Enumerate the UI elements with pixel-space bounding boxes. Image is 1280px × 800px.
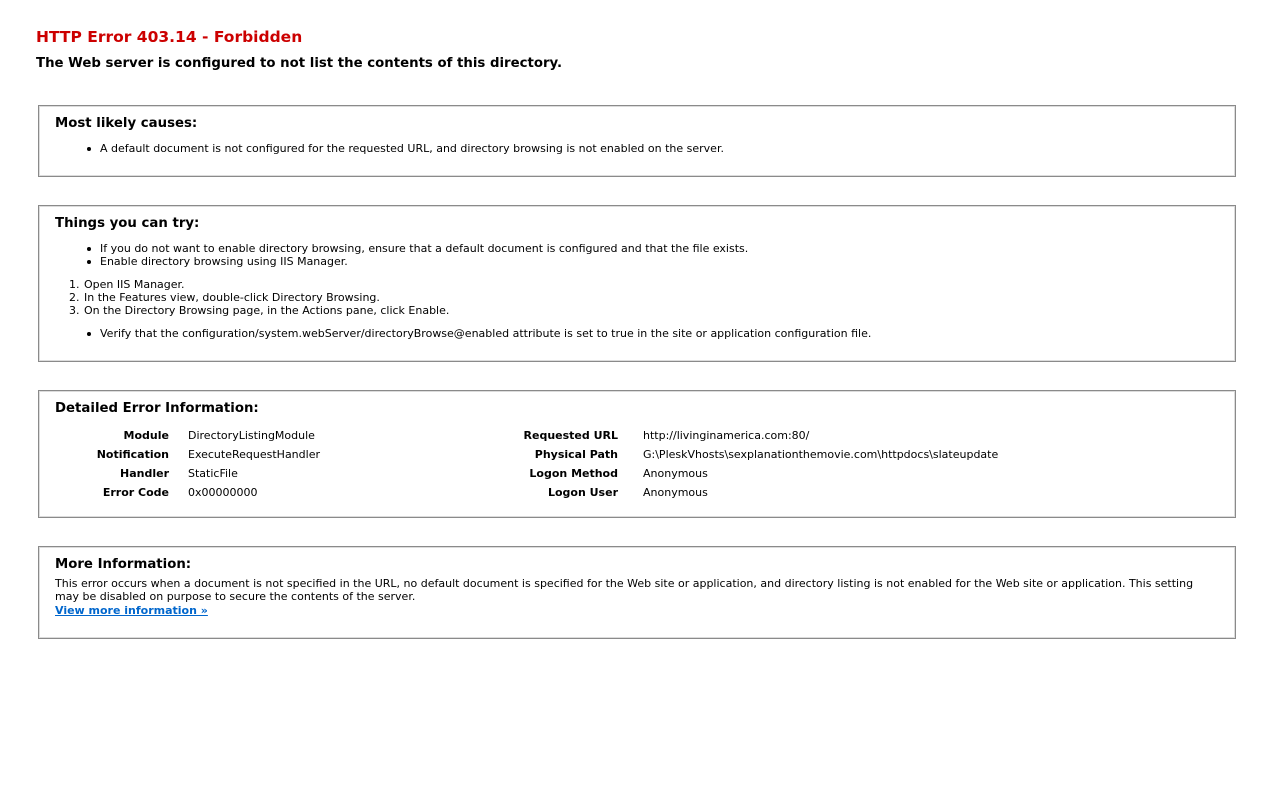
detail-value: Anonymous <box>643 467 708 480</box>
cause-item <box>100 142 724 155</box>
step-text: On the Directory Browsing page, in the Actions pane, click Enable. <box>84 304 450 317</box>
detail-label: Physical Path <box>534 448 618 461</box>
detail-value: ExecuteRequestHandler <box>188 448 320 461</box>
try-heading: Things you can try: <box>55 216 200 231</box>
causes-panel <box>38 105 1236 177</box>
step-number: 2. <box>69 291 80 304</box>
detail-label: Logon User <box>547 486 618 499</box>
detail-value: DirectoryListingModule <box>188 429 315 442</box>
try-list <box>69 242 872 340</box>
detail-label: Handler <box>120 467 169 480</box>
step-item <box>39 291 871 304</box>
try-item <box>69 255 871 317</box>
detail-value: G:\PleskVhosts\sexplanationthemovie.com\httpdocs\slateupdate <box>643 448 999 461</box>
detail-value: 0x00000000 <box>188 486 258 499</box>
view-more-information-link[interactable]: View more information » <box>55 604 208 617</box>
step-text: In the Features view, double-click Directory Browsing. <box>84 291 380 304</box>
causes-list <box>100 142 724 155</box>
bullet-icon <box>87 260 91 264</box>
try-item-text: Enable directory browsing using IIS Manager. <box>100 255 348 268</box>
detail-label: Notification <box>96 448 169 461</box>
error-subtitle: The Web server is configured to not list the contents of this directory. <box>36 56 563 71</box>
try-item <box>100 327 871 340</box>
step-item <box>39 304 871 317</box>
detail-value: http://livinginamerica.com:80/ <box>643 429 810 442</box>
step-item <box>39 278 871 291</box>
detail-label: Logon Method <box>529 467 618 480</box>
bullet-icon <box>87 332 91 336</box>
causes-heading: Most likely causes: <box>55 116 198 131</box>
detail-label: Error Code <box>102 486 169 499</box>
try-item <box>100 242 871 255</box>
details-panel <box>38 390 1236 518</box>
detail-value: Anonymous <box>643 486 708 499</box>
try-item-text: Verify that the configuration/system.webServer/directoryBrowse@enabled attribute is set to true in the site or application configuration file. <box>100 327 872 340</box>
detail-value: StaticFile <box>188 467 238 480</box>
steps-list <box>39 278 871 317</box>
step-number: 1. <box>69 278 80 291</box>
step-number: 3. <box>69 304 80 317</box>
try-item-text: If you do not want to enable directory browsing, ensure that a default document is configured and that the file exists. <box>100 242 749 255</box>
step-text: Open IIS Manager. <box>84 278 185 291</box>
more-info-panel <box>38 546 1236 639</box>
detail-label: Requested URL <box>523 429 618 442</box>
cause-item-text: A default document is not configured for the requested URL, and directory browsing is not enabled on the server. <box>100 142 724 155</box>
bullet-icon <box>87 247 91 251</box>
error-title: HTTP Error 403.14 - Forbidden <box>36 28 303 46</box>
bullet-icon <box>87 147 91 151</box>
try-panel <box>38 205 1236 362</box>
detail-label: Module <box>123 429 169 442</box>
more-info-text: This error occurs when a document is not specified in the URL, no default document is specified for the Web site or application, and directory listing is not enabled for the Web site or application. This setting may be disabled on purpose to secure the contents of the server. <box>55 577 1194 603</box>
details-heading: Detailed Error Information: <box>55 401 259 416</box>
more-info-heading: More Information: <box>55 557 192 572</box>
